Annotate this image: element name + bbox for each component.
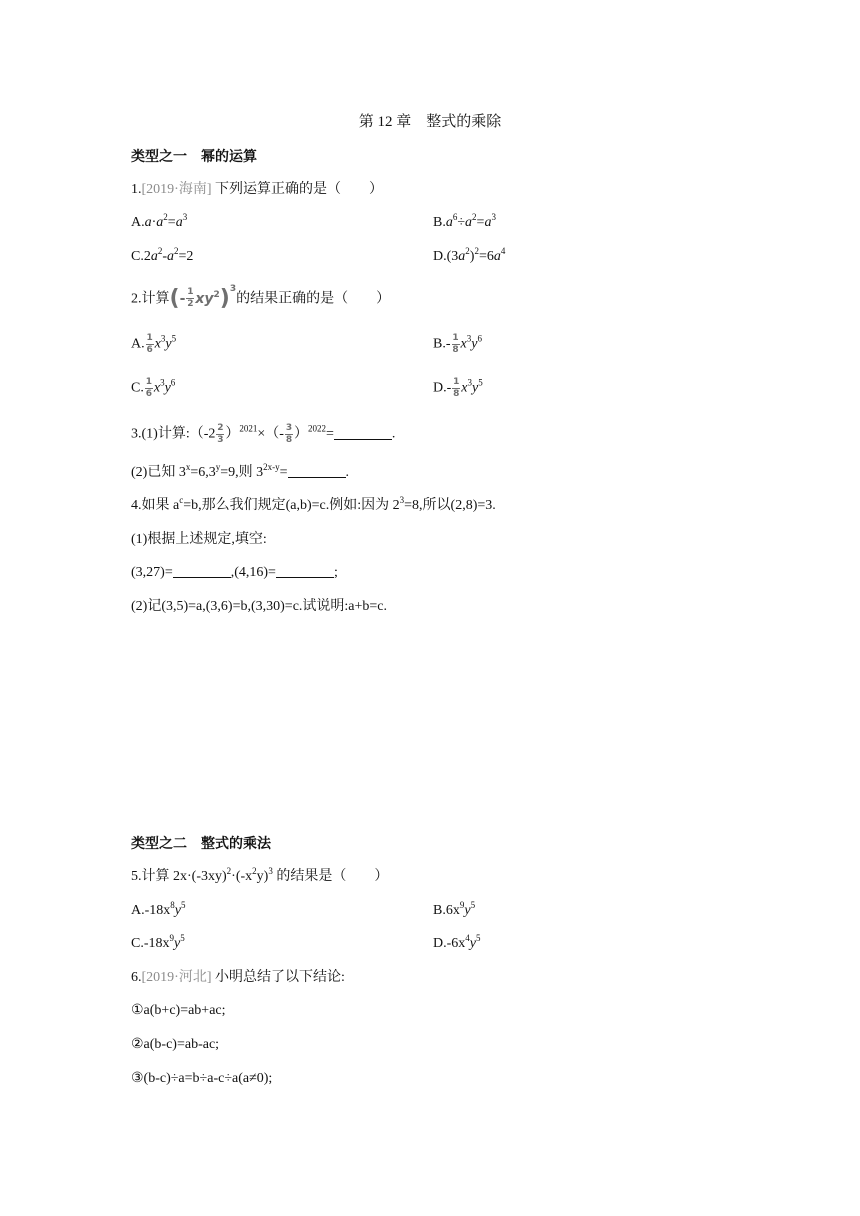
question-source: [2019·海南]	[141, 182, 212, 197]
question-3-part-1: 3.(1)计算:（-2 $\frac{2}{3}$ ）$^{2021}$×（- $\frac{3}{8}$ ）$^{2022}$= .	[131, 423, 396, 445]
option-text: A.-18x	[131, 903, 171, 918]
stem-text: (3,27)=	[131, 565, 173, 580]
denominator: 6	[146, 345, 153, 355]
numerator: 3	[285, 423, 293, 433]
option-text: B.6x	[433, 903, 460, 918]
answer-blank[interactable]	[288, 463, 346, 478]
exponent: 3	[229, 283, 237, 294]
question-stem: 小明总结了以下结论:	[211, 970, 345, 985]
fraction: $\frac{1}{6}$	[146, 333, 153, 355]
section-heading-1: 类型之一 幂的运算	[131, 148, 257, 164]
fraction	[285, 424, 293, 445]
q2-option-d: D.- $\frac{1}{8}$ $x^3y^5$	[433, 377, 483, 399]
option-text: C.-18x	[131, 936, 170, 951]
q6-conclusion-2: ②a(b-c)=ab-ac;	[131, 1037, 220, 1052]
denominator: 8	[453, 389, 460, 399]
q2-option-c: C. $\frac{1}{6}$ $x^3y^6$	[131, 377, 176, 399]
question-number: 1.	[131, 182, 142, 197]
q1-option-b: $B.a^6\div a^2=a^3$	[433, 212, 496, 230]
stem-text: 3.(1)计算:（-2	[131, 426, 216, 442]
stem-text: =8,所以(2,8)=3.	[404, 498, 496, 513]
minus-sign: -	[179, 290, 186, 307]
denominator: 8	[452, 345, 459, 355]
fraction: $\frac{1}{6}$	[145, 377, 152, 399]
answer-blank[interactable]	[173, 563, 231, 578]
option-label: B.-	[433, 336, 451, 352]
stem-text: =	[279, 465, 288, 480]
stem-text: ;	[333, 565, 338, 580]
q5-option-d: $D.-6x^4y^5$	[433, 933, 481, 951]
stem-text: =9,则 3	[220, 465, 264, 480]
q5-option-c: $C.-18x^9y^5$	[131, 933, 185, 951]
q1-option-c: $C.2a^2-a^2=2$	[131, 246, 194, 264]
question-stem-suffix: 的结果正确的是（ ）	[236, 291, 391, 307]
question-3-part-2: (2)已知 $3^x=6,3^y=9$,则 $3^{2x-y}=$ .	[131, 462, 350, 480]
stem-text: (2)已知 3	[131, 465, 186, 480]
stem-text: 4.如果 a	[131, 498, 180, 513]
q4-subquestion-1: (1)根据上述规定,填空:	[131, 532, 267, 547]
question-stem: 下列运算正确的是（ ）	[211, 182, 383, 197]
question-2	[131, 283, 391, 311]
question-source: [2019·河北]	[141, 970, 212, 985]
q2-option-b: B.- $\frac{1}{8}$ $x^3y^6$	[433, 333, 482, 355]
question-stem-prefix: 2.计算	[131, 291, 170, 307]
section-heading-2: 类型之二 整式的乘法	[131, 835, 271, 851]
math-expression: (- $\frac{1}{2}$ $xy^2)^3$	[169, 283, 237, 311]
stem-text: y)	[256, 869, 269, 884]
q5-option-b: $B.6x^9y^5$	[433, 900, 476, 918]
fraction: $\frac{1}{8}$	[453, 377, 460, 399]
question-number: 6.	[131, 970, 142, 985]
denominator: 6	[145, 389, 152, 399]
question-6	[131, 968, 345, 988]
fraction	[216, 424, 224, 445]
q6-conclusion-1: ①a(b+c)=ab+ac;	[131, 1003, 226, 1018]
option-text: D.-6x	[433, 936, 466, 951]
page-title: 第 12 章 整式的乘除	[358, 114, 502, 130]
q5-option-a: $A.-18x^8y^5$	[131, 900, 186, 918]
stem-text: =6,3	[190, 465, 216, 480]
q1-option-a: $A.a\cdot a^2=a^3$	[131, 212, 188, 230]
q4-fill-line	[131, 563, 338, 583]
question-5: 5.计算 $2x\cdot(-3xy)^2\cdot(-x^2y)^3$ 的结果是（ ）	[131, 866, 389, 884]
stem-text: ,(4,16)=	[230, 565, 276, 580]
option-label: C.	[131, 380, 144, 396]
stem-text: ·(-x	[231, 869, 253, 884]
answer-blank[interactable]	[276, 563, 334, 578]
option-label: D.-	[433, 380, 452, 396]
question-4: 4.如果 $a^c=b$,那么我们规定(a,b)=c.例如:因为 $2^3=8$,所以(2,8)=3.	[131, 495, 496, 513]
q1-option-d: $D.(3a^2)^2=6a^4$	[433, 246, 506, 264]
q6-conclusion-3: ③(b-c)÷a=b÷a-c÷a(a≠0);	[131, 1071, 273, 1086]
stem-text: =b,那么我们规定(a,b)=c.例如:因为 2	[183, 498, 400, 513]
denominator: 8	[285, 435, 293, 445]
denominator: 2	[187, 299, 194, 309]
exponent: 2022	[307, 423, 326, 434]
exponent: 2x-y	[263, 462, 280, 472]
numerator: 1	[187, 287, 194, 297]
q4-subquestion-2: (2)记(3,5)=a,(3,6)=b,(3,30)=c.试说明:a+b=c.	[131, 599, 388, 614]
stem-text: 5.计算 2x·(-3xy)	[131, 869, 227, 884]
stem-text: =	[325, 426, 334, 442]
numerator: 2	[217, 423, 224, 433]
fraction	[186, 288, 194, 309]
exponent: 2021	[239, 423, 258, 434]
question-1	[131, 180, 383, 200]
stem-text: ×（-	[257, 426, 284, 442]
fraction: $\frac{1}{8}$	[452, 333, 459, 355]
stem-text: 的结果是（ ）	[272, 869, 389, 884]
answer-blank[interactable]	[334, 425, 392, 440]
denominator: 3	[217, 435, 224, 445]
q2-option-a: A. $\frac{1}{6}$ $x^3y^5$	[131, 333, 177, 355]
option-label: A.	[131, 336, 145, 352]
